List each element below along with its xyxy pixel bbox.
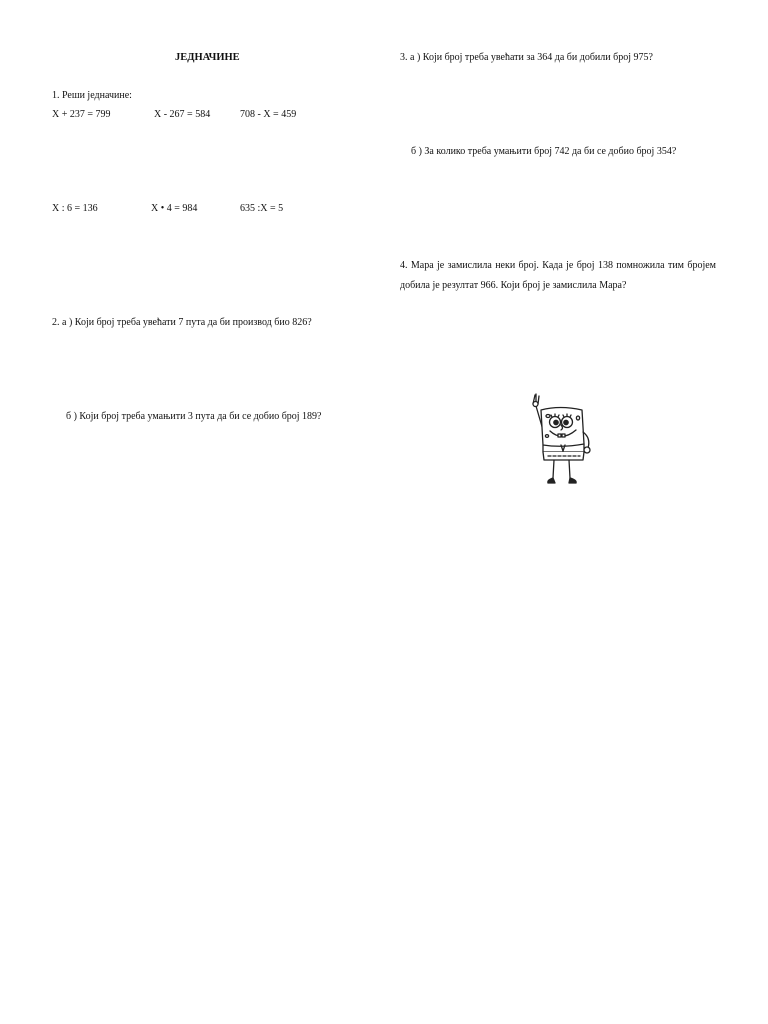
equation-5: X • 4 = 984: [151, 203, 198, 214]
task2-a: 2. а ) Који број треба увећати 7 пута да би производ био 826?: [52, 317, 312, 328]
equation-1: X + 237 = 799: [52, 109, 111, 120]
task1-heading: 1. Реши једначине:: [52, 90, 132, 101]
equation-6: 635 :X = 5: [240, 203, 284, 214]
equation-3: 708 - X = 459: [240, 109, 297, 120]
equation-2: X - 267 = 584: [154, 109, 211, 120]
task4-text: 4. Мара је замислила неки број. Када је број 138 помножила тим бројем добила је резултат 966. Који број је замислила Мара?: [400, 260, 716, 291]
task3-a: 3. а ) Који број треба увећати за 364 да би добили број 975?: [400, 52, 653, 63]
cartoon-sponge-icon: [522, 392, 594, 490]
equation-4: X : 6 = 136: [52, 203, 98, 214]
task2-b: б ) Који број треба умањити 3 пута да би се добио број 189?: [66, 411, 322, 422]
task3-b: б ) За колико треба умањити број 742 да би се добио број 354?: [411, 146, 677, 157]
worksheet-title: ЈЕДНАЧИНЕ: [175, 52, 240, 63]
